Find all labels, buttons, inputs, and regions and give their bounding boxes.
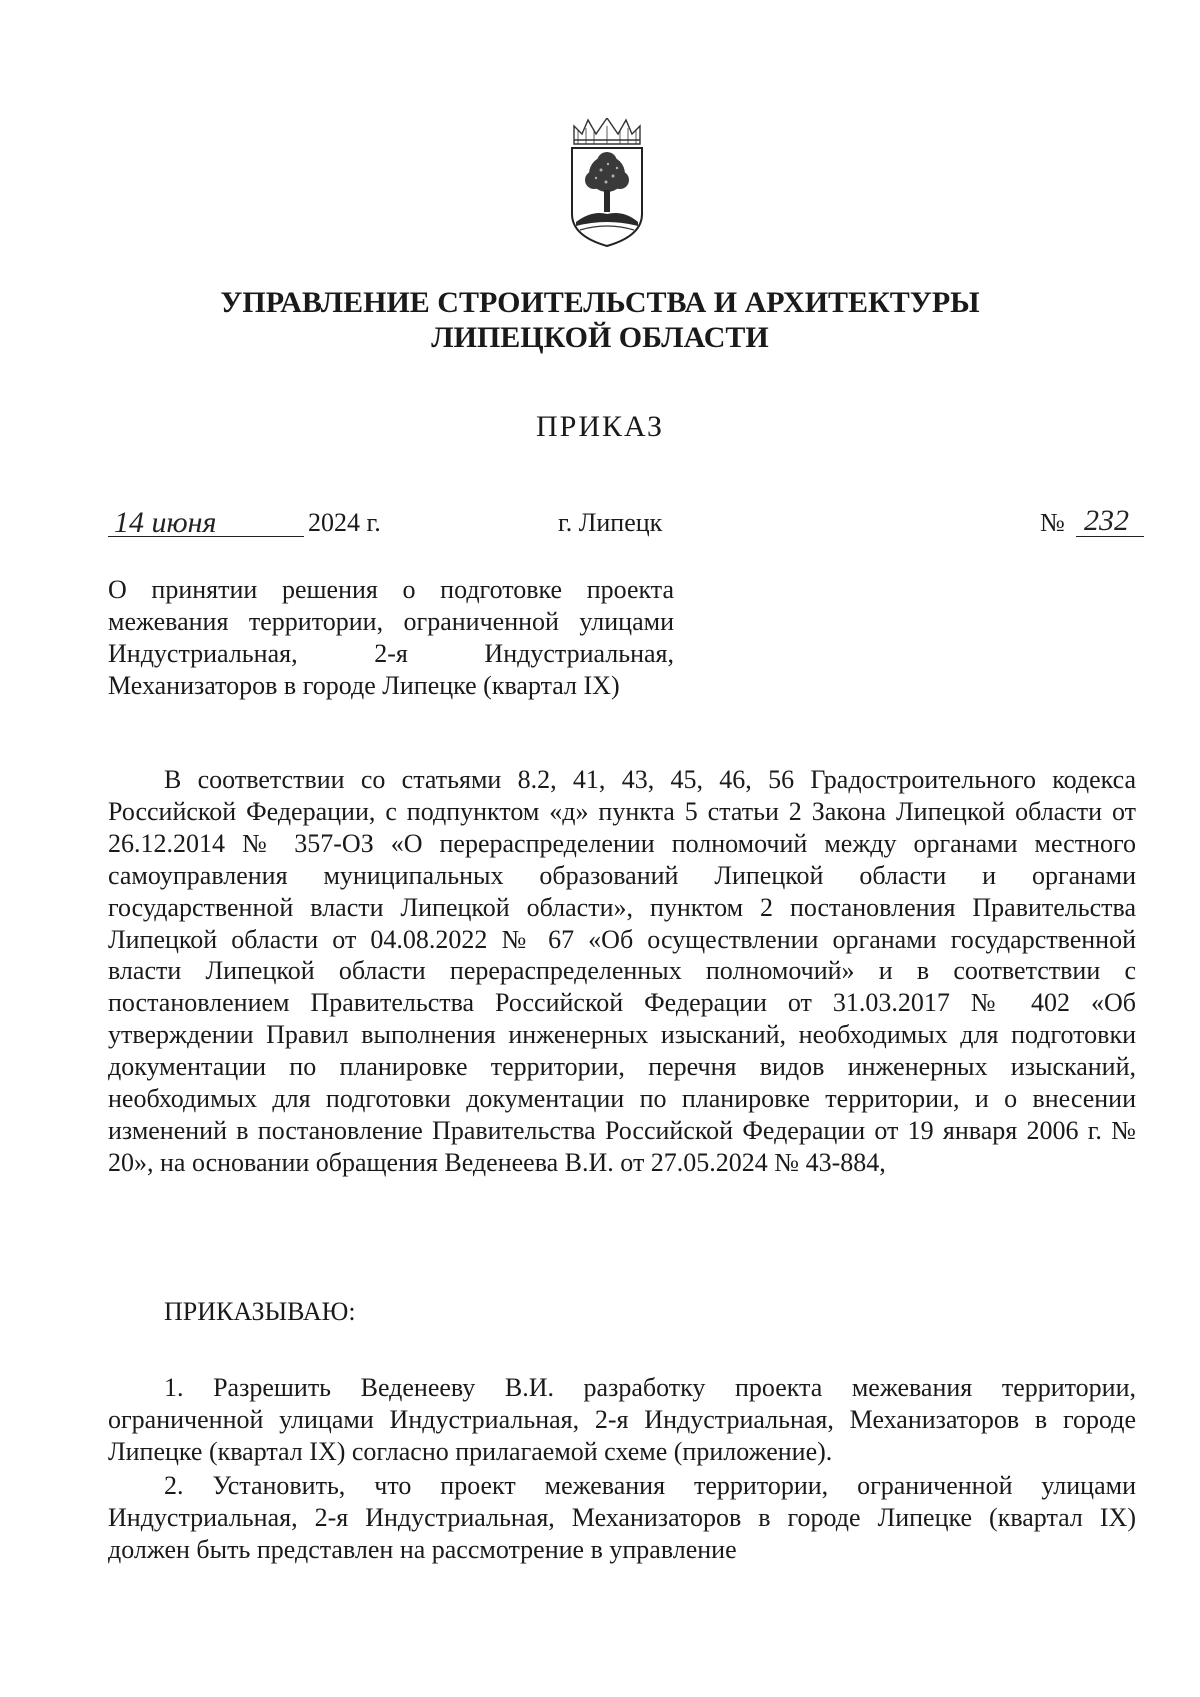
date-underline <box>108 536 304 537</box>
preamble-text: В соответствии со статьями 8.2, 41, 43, 45, 46, 56 Градостроительного кодекса Российской Федерации, с подпунктом «д» пункта 5 статьи 2 Закона Липецкой области от 26.12.2014 № 357-ОЗ «О перераспределении полномочий между органами местного самоуправления муниципальных образований Липецкой области и органами государственной власти Липецкой области», пунктом 2 постановления Правительства Липецкой области от 04.08.2022 № 67 «Об осуществлении органами государственной власти Липецкой области перераспределенных полномочий» и в соответствии с постановлением Правительства Российской Федерации от 31.03.2017 № 402 «Об утверждении Правил выполнения инженерных изысканий, необходимых для подготовки документации по планировке территории, перечня видов инженерных изысканий, необходимых для подготовки документации по планировке территории, и о внесении изменений в постановление Правительства Российской Федерации от 19 января 2006 г. № 20», на основании обращения Веденеева В.И. от 27.05.2024 № 43-884, <box>108 765 1136 1177</box>
subject-text: О принятии решения о подготовке проекта межевания территории, ограниченной улицами Индустриальная, 2-я Индустриальная, Механизаторов в городе Липецке (квартал IX) <box>108 575 674 700</box>
city: г. Липецк <box>558 508 663 537</box>
document-type-title: ПРИКАЗ <box>536 410 664 443</box>
order-item-2 <box>108 1470 1136 1566</box>
organization-name-line2: ЛИПЕЦКОЙ ОБЛАСТИ <box>431 321 769 354</box>
number-underline <box>1076 536 1144 537</box>
lipetsk-coat-of-arms-icon <box>568 118 646 250</box>
order-item-1 <box>108 1372 1136 1468</box>
document-meta-row <box>108 504 1138 556</box>
document-subject <box>108 574 674 702</box>
handwritten-number <box>1078 494 1148 538</box>
order-item-1-text: 1. Разрешить Веденееву В.И. разработку проекта межевания территории, ограниченной улицами Индустриальная, 2-я Индустриальная, Механизаторов в городе Липецке (квартал IX) согласно прилагаемой схеме (приложение). <box>108 1373 1136 1466</box>
preamble-paragraph <box>108 764 1136 1179</box>
svg-text:232: 232 <box>1084 504 1129 537</box>
svg-text:14 июня: 14 июня <box>114 506 217 539</box>
date-year: 2024 г. <box>308 508 381 537</box>
number-label: № <box>1040 508 1065 537</box>
orders-heading: ПРИКАЗЫВАЮ: <box>164 1297 356 1326</box>
order-item-2-text: 2. Установить, что проект межевания территории, ограниченной улицами Индустриальная, 2-я Индустриальная, Механизаторов в городе Липецке (квартал IX) должен быть представлен на рассмотрение в управление <box>108 1471 1136 1564</box>
organization-name-line1: УПРАВЛЕНИЕ СТРОИТЕЛЬСТВА И АРХИТЕКТУРЫ <box>220 286 980 319</box>
